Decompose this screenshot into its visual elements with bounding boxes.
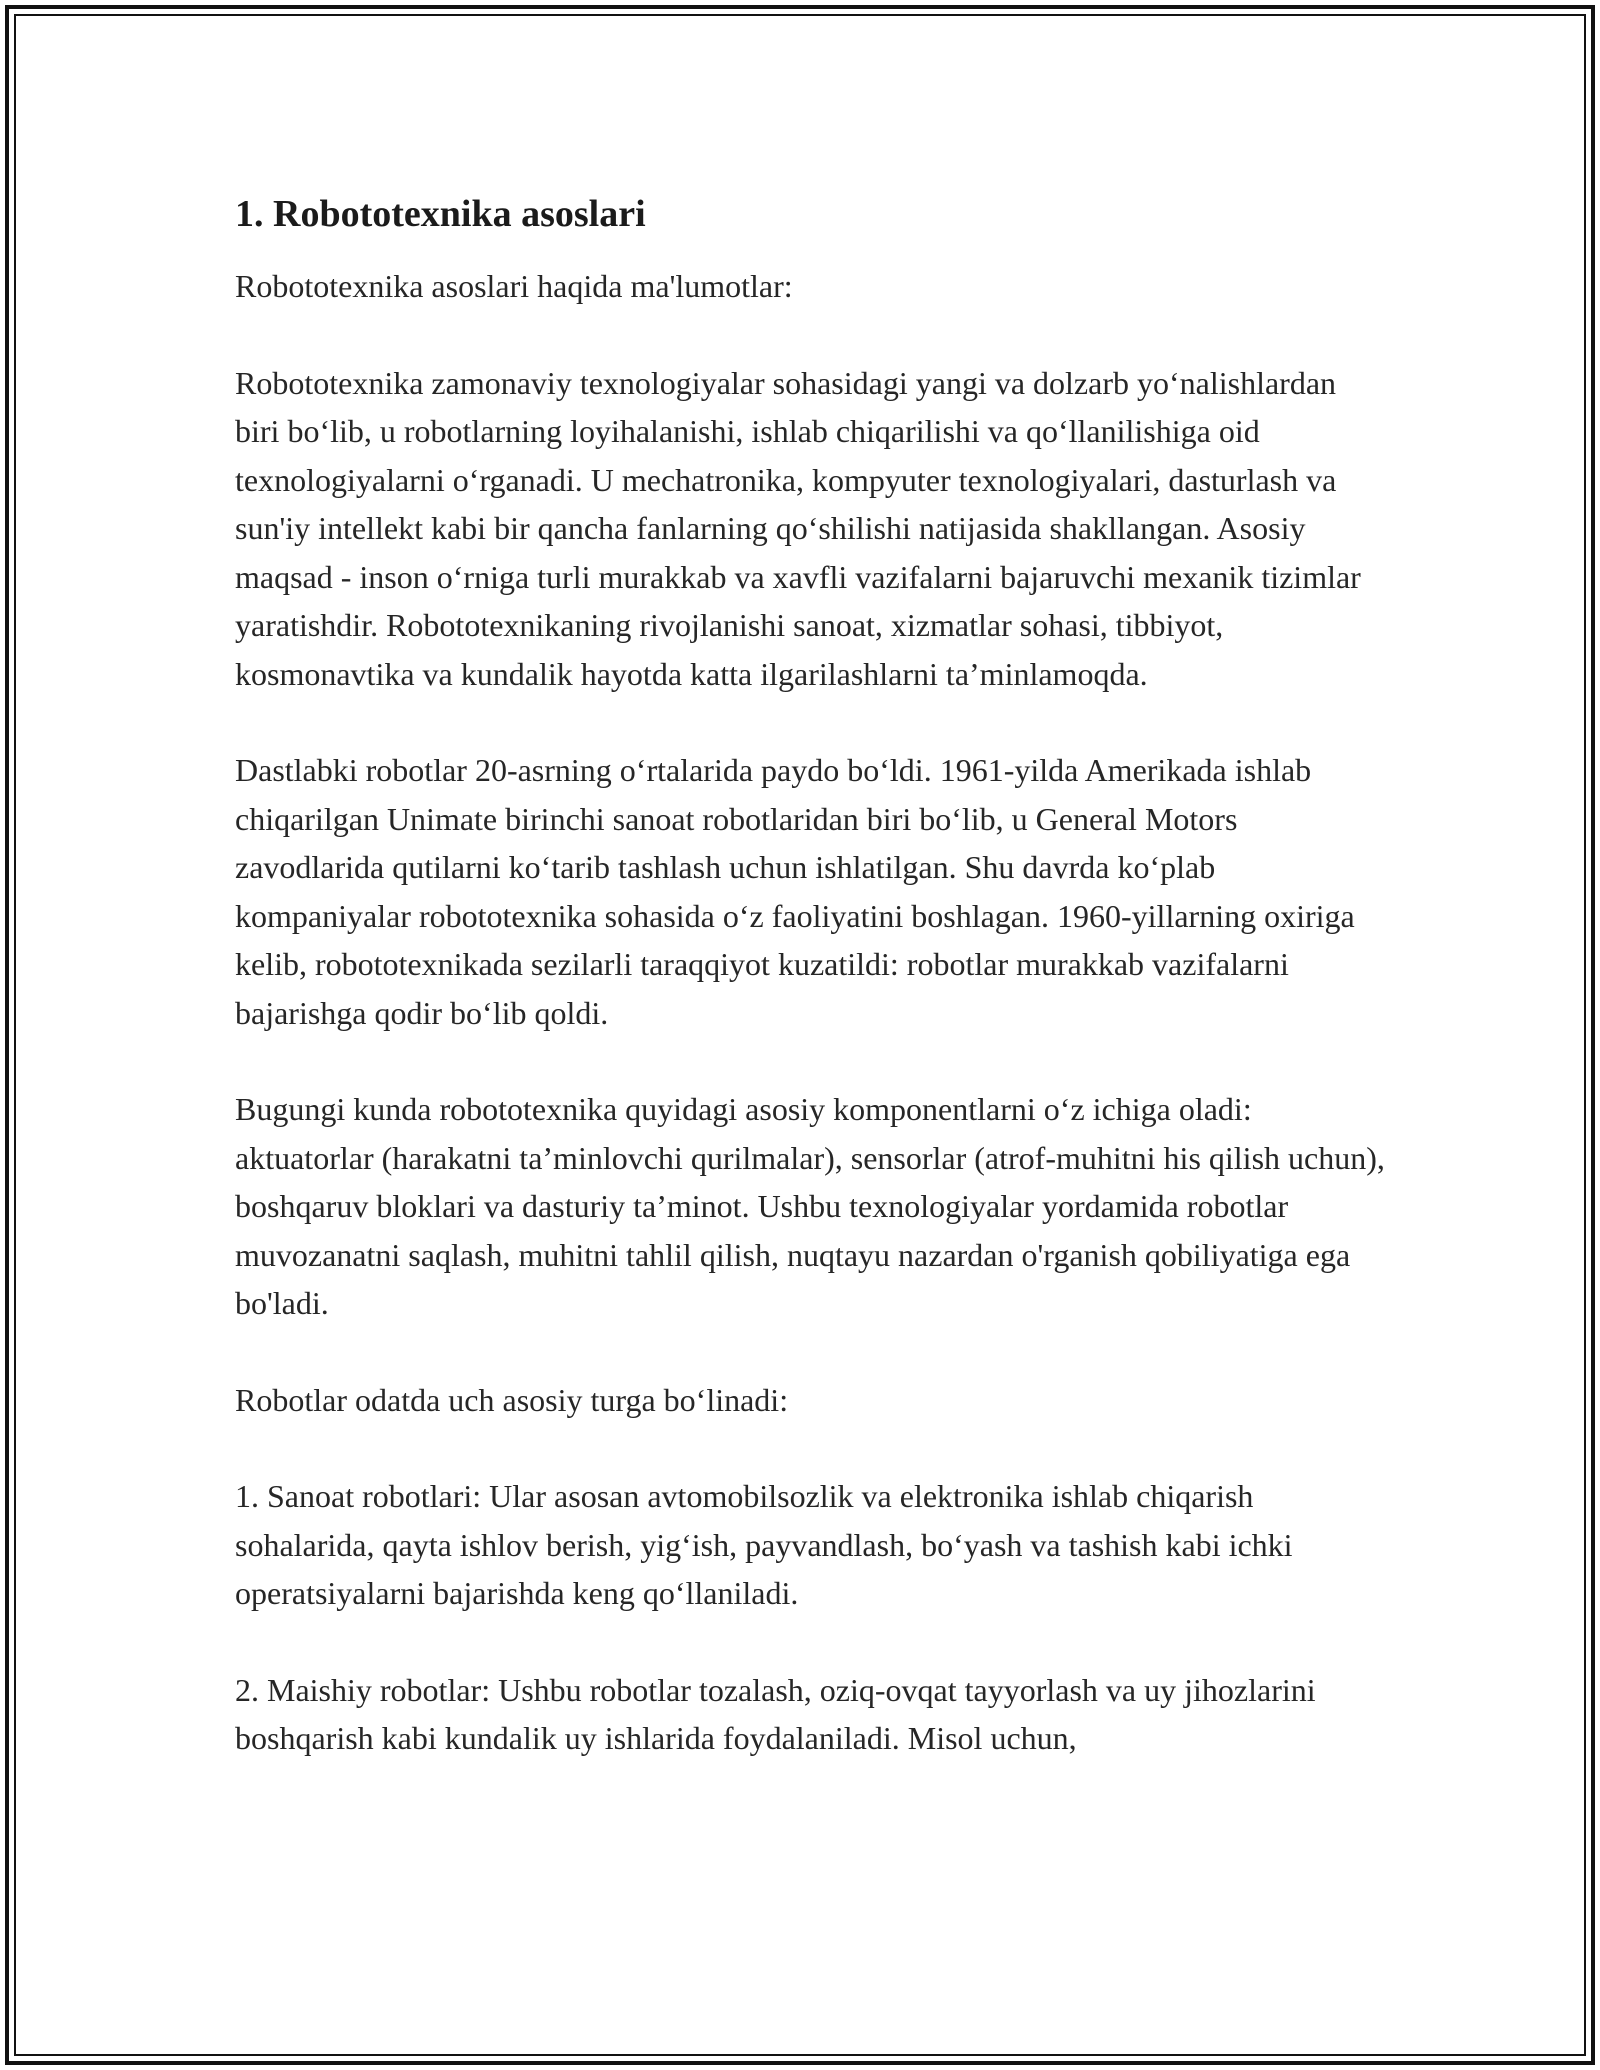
intro-line: Robototexnika asoslari haqida ma'lumotlar: bbox=[235, 268, 793, 304]
paragraph-types-intro: Robotlar odatda uch asosiy turga bo‘linadi: bbox=[235, 1381, 789, 1418]
paragraph-components: Bugungi kunda robototexnika quyidagi asosiy komponentlarni o‘z ichiga oladi: aktuatorlar (harakatni ta’minlovchi qurilmalar), sensorlar (atrof-muhitni his qilish uchun), boshqaruv bloklari va dasturiy ta’minot. Ushbu texnologiyalar yordamida robotlar muvozanatni saqlash, muhitni tahlil qilish, nuqtayu nazardan o'rganish qobiliyatiga ega bo'ladi. bbox=[235, 1091, 1385, 1321]
list-item-industrial-robots: 1. Sanoat robotlari: Ular asosan avtomobilsozlik va elektronika ishlab chiqarish sohalarida, qayta ishlov berish, yig‘ish, payvandlash, bo‘yash va tashish kabi ichki operatsiyalarni bajarishda keng qo‘llaniladi. bbox=[235, 1478, 1293, 1611]
section-heading: 1. Robototexnika asoslari bbox=[235, 193, 646, 235]
paragraph-history: Dastlabki robotlar 20-asrning o‘rtalarida paydo bo‘ldi. 1961-yilda Amerikada ishlab chiqarilgan Unimate birinchi sanoat robotlaridan biri bo‘lib, u General Motors zavodlarida qutilarni ko‘tarib tashlash uchun ishlatilgan. Shu davrda ko‘plab kompaniyalar robototexnika sohasida o‘z faoliyatini boshlagan. 1960-yillarning oxiriga kelib, robototexnikada sezilarli taraqqiyot kuzatildi: robotlar murakkab vazifalarni bajarishga qodir bo‘lib qoldi. bbox=[235, 752, 1355, 1031]
list-item-household-robots: 2. Maishiy robotlar: Ushbu robotlar tozalash, oziq-ovqat tayyorlash va uy jihozlarini boshqarish kabi kundalik uy ishlarida foydalaniladi. Misol uchun, bbox=[235, 1671, 1316, 1756]
document-body bbox=[235, 186, 1385, 1811]
paragraph-definition: Robototexnika zamonaviy texnologiyalar sohasidagi yangi va dolzarb yo‘nalishlardan biri bo‘lib, u robotlarning loyihalanishi, ishlab chiqarilishi va qo‘llanilishiga oid texnologiyalarni o‘rganadi. U mechatronika, kompyuter texnologiyalari, dasturlash va sun'iy intellekt kabi bir qancha fanlarning qo‘shilishi natijasida shakllangan. Asosiy maqsad - inson o‘rniga turli murakkab va xavfli vazifalarni bajaruvchi mexanik tizimlar yaratishdir. Robototexnikaning rivojlanishi sanoat, xizmatlar sohasi, tibbiyot, kosmonavtika va kundalik hayotda katta ilgarilashlarni ta’minlamoqda. bbox=[235, 364, 1361, 692]
